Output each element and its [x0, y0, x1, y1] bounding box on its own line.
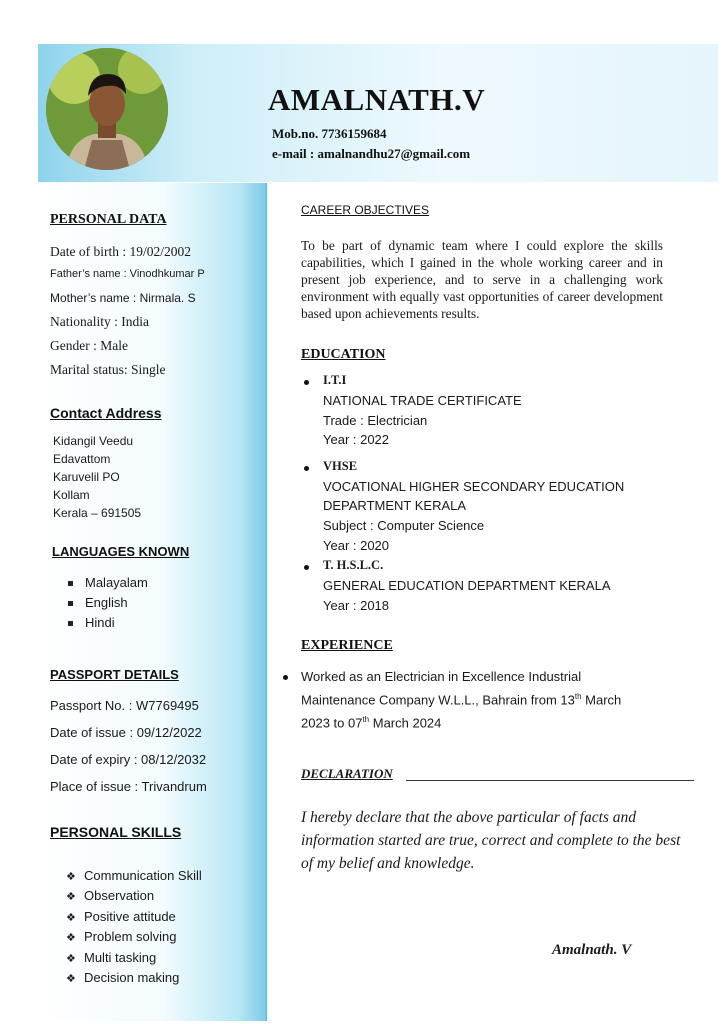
diamond-bullet-icon: ❖ [66, 973, 76, 985]
personal-skills-heading: PERSONAL SKILLS [50, 824, 182, 840]
marital-status: Marital status: Single [50, 362, 166, 377]
language-item: Hindi [68, 615, 115, 630]
candidate-name: AMALNATH.V [268, 82, 486, 117]
bullet-icon [304, 380, 309, 385]
education-line: DEPARTMENT KERALA [323, 498, 467, 513]
father-name: Father’s name : Vinodhkumar P [50, 268, 205, 280]
profile-photo [46, 48, 168, 170]
nationality: Nationality : India [50, 314, 149, 329]
education-line: Year : 2020 [323, 538, 390, 553]
skill-item: ❖ Observation [66, 888, 155, 903]
passport-issue-date: Date of issue : 09/12/2022 [50, 725, 202, 740]
education-line: NATIONAL TRADE CERTIFICATE [323, 393, 522, 408]
skill-item: ❖ Communication Skill [66, 868, 202, 883]
passport-number: Passport No. : W7769495 [50, 698, 199, 713]
email-address: e-mail : amalnandhu27@gmail.com [272, 146, 471, 161]
career-objectives-text: To be part of dynamic team where I could explore the skills capabilities, which I gained in the whole working career and in present job experience, and to serve in a challenging work environment with equally vast opportunities of career development based upon achievements results. [301, 238, 663, 321]
declaration-rule [406, 780, 694, 781]
bullet-icon [304, 565, 309, 570]
skill-item: ❖ Positive attitude [66, 909, 176, 924]
diamond-bullet-icon: ❖ [66, 912, 76, 924]
education-line: Trade : Electrician [323, 413, 428, 428]
diamond-bullet-icon: ❖ [66, 871, 76, 883]
diamond-bullet-icon: ❖ [66, 932, 76, 944]
passport-heading: PASSPORT DETAILS [50, 667, 179, 682]
skill-item: ❖ Problem solving [66, 929, 177, 944]
passport-expiry-date: Date of expiry : 08/12/2032 [50, 752, 207, 767]
education-line: Year : 2018 [323, 598, 390, 613]
address-line: Kidangil Veedu [53, 434, 134, 448]
diamond-bullet-icon: ❖ [66, 953, 76, 965]
personal-data-heading: PERSONAL DATA [50, 212, 167, 227]
education-line: Subject : Computer Science [323, 518, 485, 533]
diamond-bullet-icon: ❖ [66, 891, 76, 903]
bullet-icon [283, 675, 288, 680]
education-line: GENERAL EDUCATION DEPARTMENT KERALA [323, 578, 611, 593]
contact-address-heading: Contact Address [50, 405, 162, 421]
address-line: Karuvelil PO [53, 470, 120, 484]
experience-entry: Worked as an Electrician in Excellence Industrial Maintenance Company W.L.L., Bahrain from 13th March 2023 to 07th March 2024 [301, 669, 622, 731]
education-title: I.T.I [323, 373, 347, 387]
gender: Gender : Male [50, 338, 128, 353]
education-line: Year : 2022 [323, 432, 390, 447]
career-objectives-heading: CAREER OBJECTIVES [301, 203, 430, 217]
skill-item: ❖ Multi tasking [66, 950, 157, 965]
language-item: Malayalam [68, 575, 148, 590]
education-title: T. H.S.L.C. [323, 558, 384, 572]
languages-heading: LANGUAGES KNOWN [52, 544, 190, 559]
education-line: VOCATIONAL HIGHER SECONDARY EDUCATION [323, 479, 625, 494]
declaration-text: I hereby declare that the above particular of facts and information started are true, correct and complete to the best of my belief and knowledge. [301, 809, 681, 872]
declaration-heading: DECLARATION [301, 766, 393, 781]
experience-heading: EXPERIENCE [301, 638, 393, 653]
education-heading: EDUCATION [301, 347, 386, 362]
address-line: Kollam [53, 488, 90, 502]
date-of-birth: Date of birth : 19/02/2002 [50, 244, 191, 259]
signature-name: Amalnath. V [552, 942, 632, 958]
language-item: English [68, 595, 128, 610]
skill-item: ❖ Decision making [66, 970, 180, 985]
education-title: VHSE [323, 459, 358, 473]
address-line: Edavattom [53, 452, 111, 466]
address-line: Kerala – 691505 [53, 506, 142, 520]
mobile-number: Mob.no. 7736159684 [272, 126, 387, 141]
bullet-icon [304, 466, 309, 471]
passport-issue-place: Place of issue : Trivandrum [50, 779, 207, 794]
mother-name: Mother’s name : Nirmala. S [50, 291, 196, 305]
